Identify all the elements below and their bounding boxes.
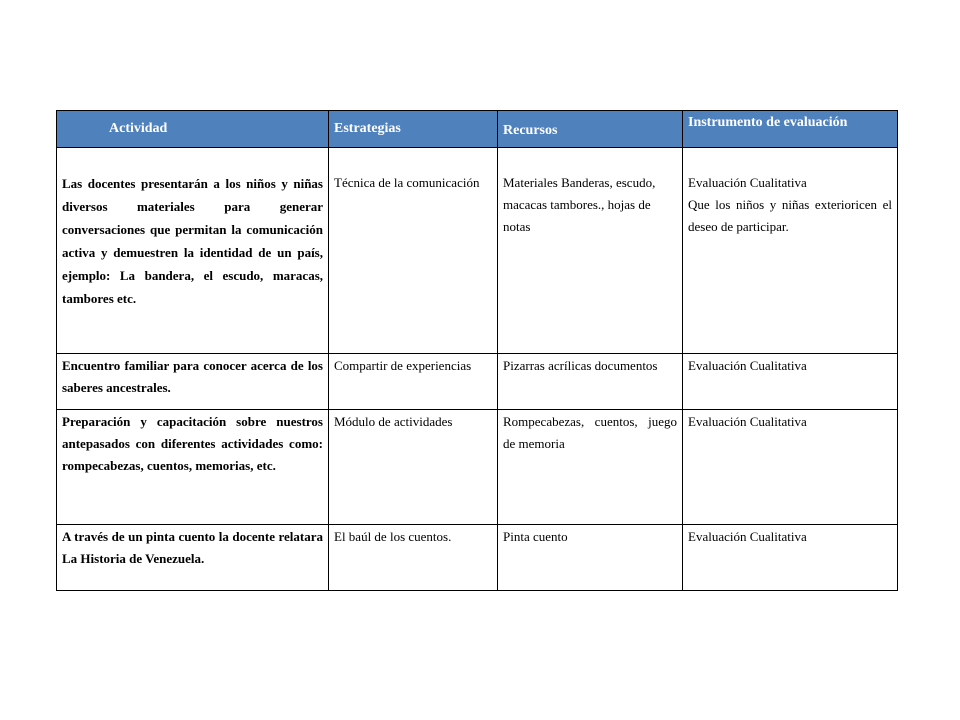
table-row — [57, 410, 898, 525]
cell-actividad: Las docentes presentarán a los niños y niñas diversos materiales para generar conversaciones que permitan la comunicación activa y demuestren la identidad de un país, ejemplo: La bandera, el escudo, maracas, tambores etc. — [57, 148, 329, 354]
cell-estrategias: Técnica de la comunicación — [329, 148, 498, 354]
cell-estrategias: El baúl de los cuentos. — [329, 525, 498, 591]
table-row — [57, 525, 898, 591]
cell-instrumento: Evaluación Cualitativa — [683, 525, 898, 591]
table-row — [57, 354, 898, 410]
header-actividad: Actividad — [57, 111, 329, 148]
cell-recursos: Pizarras acrílicas documentos — [498, 354, 683, 410]
table-row — [57, 148, 898, 354]
cell-recursos: Pinta cuento — [498, 525, 683, 591]
cell-actividad: Encuentro familiar para conocer acerca de los saberes ancestrales. — [57, 354, 329, 410]
instrumento-label: Evaluación Cualitativa — [688, 175, 807, 190]
cell-instrumento — [683, 148, 898, 354]
cell-estrategias: Módulo de actividades — [329, 410, 498, 525]
cell-actividad: A través de un pinta cuento la docente relatara La Historia de Venezuela. — [57, 525, 329, 591]
cell-recursos: Materiales Banderas, escudo, macacas tambores., hojas de notas — [498, 148, 683, 354]
cell-estrategias: Compartir de experiencias — [329, 354, 498, 410]
instrumento-note: Que los niños y niñas exterioricen el deseo de participar. — [688, 197, 892, 234]
header-recursos: Recursos — [498, 111, 683, 148]
cell-recursos: Rompecabezas, cuentos, juego de memoria — [498, 410, 683, 525]
header-instrumento: Instrumento de evaluación — [683, 111, 898, 148]
activity-plan-table — [56, 110, 898, 591]
table-header-row — [57, 111, 898, 148]
header-estrategias: Estrategias — [329, 111, 498, 148]
cell-instrumento: Evaluación Cualitativa — [683, 410, 898, 525]
cell-actividad: Preparación y capacitación sobre nuestros antepasados con diferentes actividades como: rompecabezas, cuentos, memorias, etc. — [57, 410, 329, 525]
cell-instrumento: Evaluación Cualitativa — [683, 354, 898, 410]
